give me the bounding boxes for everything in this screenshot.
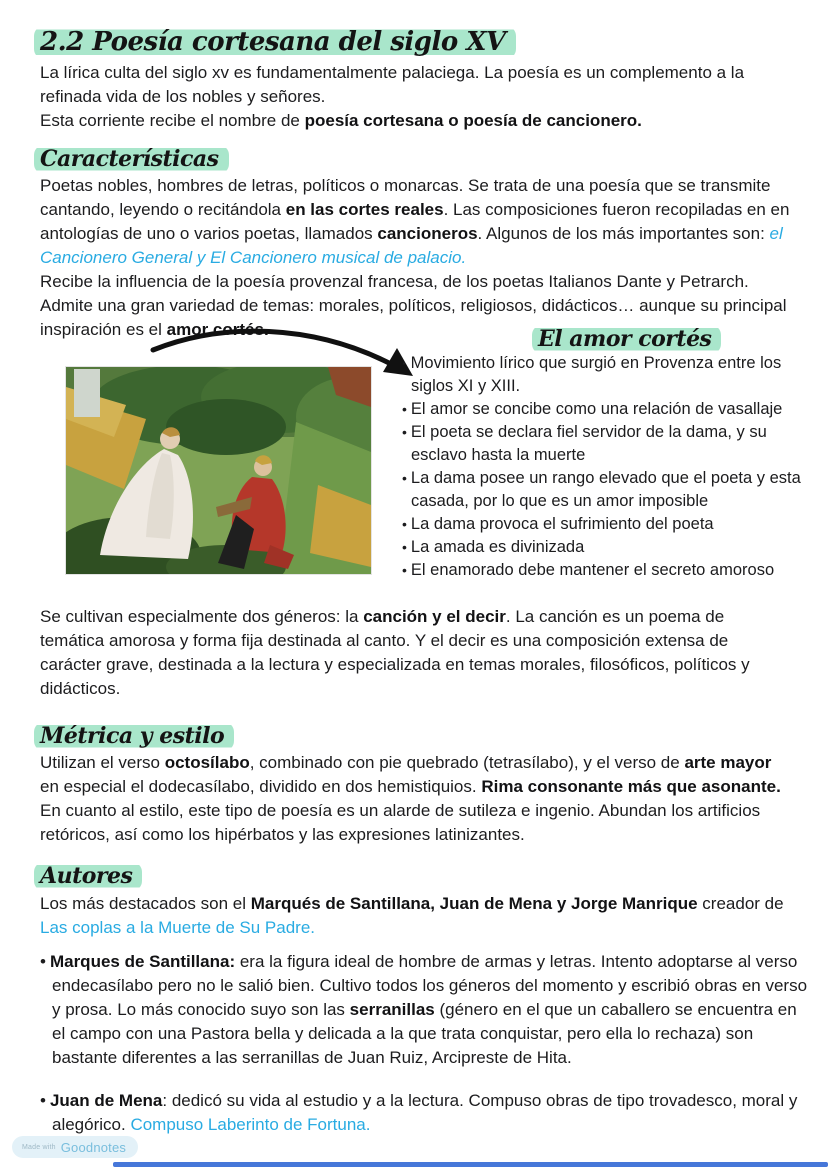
metrica-paragraph-1	[40, 751, 792, 799]
autores-text-2: creador de	[697, 894, 784, 913]
autores-bold: Marqués de Santillana, Juan de Mena y Jorge Manrique	[250, 894, 698, 913]
title-highlight: 2.2 Poesía cortesana del siglo XV	[34, 26, 516, 59]
section-heading-amor-cortes	[538, 326, 721, 353]
metrica-text-1: Utilizan el verso	[40, 753, 165, 772]
section-heading-autores	[40, 863, 792, 890]
caracteristicas-text-2: . Las composiciones fueron recopiladas en en antologías de uno o varios poetas, llamados	[40, 200, 790, 243]
metrica-bold-2: arte mayor	[684, 753, 772, 772]
amor-cortes-bold: amor cortés.	[166, 320, 269, 339]
list-item: • La dama provoca el sufrimiento del poeta	[398, 513, 804, 536]
santillana-text-2: (género en el que un caballero se encuentra en el campo con una Pastora bella y delicada a la que trata conquistar, pero ella lo rechaza) son bastante diferentes a las serranillas de Juan Ruiz, Arcipreste de Hita.	[52, 1000, 797, 1067]
caracteristicas-highlight: Características	[34, 145, 229, 174]
generos-text-1: Se cultivan especialmente dos géneros: la	[40, 607, 364, 626]
goodnotes-logo: Goodnotes	[60, 1139, 127, 1155]
caracteristicas-bold-2: cancioneros	[377, 224, 478, 243]
caracteristicas-paragraph	[40, 174, 792, 270]
list-item-santillana	[40, 950, 808, 1070]
section-heading-caracteristicas	[40, 146, 792, 173]
list-item: • La amada es divinizada	[398, 536, 804, 559]
authors-bullet-list	[40, 950, 808, 1137]
list-item-mena	[40, 1089, 808, 1137]
amor-cortes-bullet-list	[398, 352, 804, 582]
list-item: • La dama posee un rango elevado que el poeta y esta casada, por lo que es un amor imposible	[398, 467, 804, 513]
intro-p2-bold: poesía cortesana o poesía de cancionero.	[304, 111, 642, 130]
caracteristicas-bold-1: en las cortes reales	[285, 200, 444, 219]
mena-text: : dedicó su vida al estudio y a la lectura. Compuso obras de tipo trovadesco, moral y alegórico.	[52, 1091, 798, 1134]
list-item: • El poeta se declara fiel servidor de la dama, y su esclavo hasta la muerte	[398, 421, 804, 467]
autores-text-1: Los más destacados son el	[40, 894, 251, 913]
santillana-bold-1: Marques de Santillana:	[49, 952, 236, 971]
generos-text-2: . La canción es un poema de temática amorosa y forma fija destinada al canto. Y el decir es una composición extensa de carácter grave, destinada a la lectura y especializada en temas morales, filosóficos, políticos y didácticos.	[40, 607, 750, 698]
bottom-divider-bar	[113, 1162, 828, 1167]
temas-text: Admite una gran variedad de temas: morales, políticos, religiosos, didácticos… aunque su principal inspiración es el	[40, 296, 787, 339]
list-item: · Movimiento lírico que surgió en Provenza entre los siglos XI y XIII.	[398, 352, 804, 398]
generos-paragraph	[40, 605, 792, 701]
metrica-text-3: en especial el dodecasílabo, dividido en dos hemistiquios.	[40, 777, 482, 796]
amor-cortes-highlight: El amor cortés	[532, 325, 721, 354]
coplas-link-text: Las coplas a la Muerte de Su Padre.	[40, 918, 315, 937]
page-title	[40, 27, 792, 57]
autores-paragraph	[40, 892, 792, 940]
cancioneros-titles-link-text: el Cancionero General y El Cancionero musical de palacio.	[40, 224, 783, 267]
intro-p2-text: Esta corriente recibe el nombre de	[40, 111, 305, 130]
metrica-bold-1: octosílabo	[164, 753, 250, 772]
list-item: • El enamorado debe mantener el secreto amoroso	[398, 559, 804, 582]
amor-cortes-section	[40, 326, 801, 579]
metrica-paragraph-2: En cuanto al estilo, este tipo de poesía es un alarde de sutileza e ingenio. Abundan los artificios retóricos, así como los hipérbatos y las expresiones latinizantes.	[40, 801, 761, 844]
list-item: • El amor se concibe como una relación de vasallaje	[398, 398, 804, 421]
intro-paragraph-1: La lírica culta del siglo xv es fundamentalmente palaciega. La poesía es un complemento a la refinada vida de los nobles y señores.	[40, 63, 745, 106]
influencia-paragraph: Recibe la influencia de la poesía provenzal francesa, de los poetas Italianos Dante y Petrarch.	[40, 272, 749, 291]
metrica-text-2: , combinado con pie quebrado (tetrasílabo), y el verso de	[249, 753, 685, 772]
laberinto-link-text: Compuso Laberinto de Fortuna.	[130, 1115, 371, 1134]
section-heading-metrica	[40, 723, 792, 750]
caracteristicas-text-3: . Algunos de los más importantes son:	[477, 224, 770, 243]
autores-highlight: Autores	[34, 862, 142, 891]
santillana-text-1: era la figura ideal de hombre de armas y letras. Intento adoptarse al verso endecasílabo pero no le salió bien. Cultivo todos los géneros del momento y escribió obras en verso y prosa. Lo más conocido suyo son las	[52, 952, 808, 1019]
metrica-highlight: Métrica y estilo	[34, 722, 234, 751]
goodnotes-watermark-badge[interactable]	[12, 1136, 138, 1158]
mena-bold: Juan de Mena	[49, 1091, 163, 1110]
metrica-bold-3: Rima consonante más que asonante.	[481, 777, 781, 796]
intro-paragraph-2	[40, 109, 792, 133]
made-with-label: Made with	[22, 1143, 56, 1151]
generos-bold: canción y el decir	[363, 607, 506, 626]
santillana-bold-2: serranillas	[349, 1000, 435, 1019]
caracteristicas-text-1: Poetas nobles, hombres de letras, políticos o monarcas. Se trata de una poesía que se transmite cantando, leyendo o recitándola	[40, 176, 771, 219]
medieval-painting-image	[65, 366, 372, 575]
